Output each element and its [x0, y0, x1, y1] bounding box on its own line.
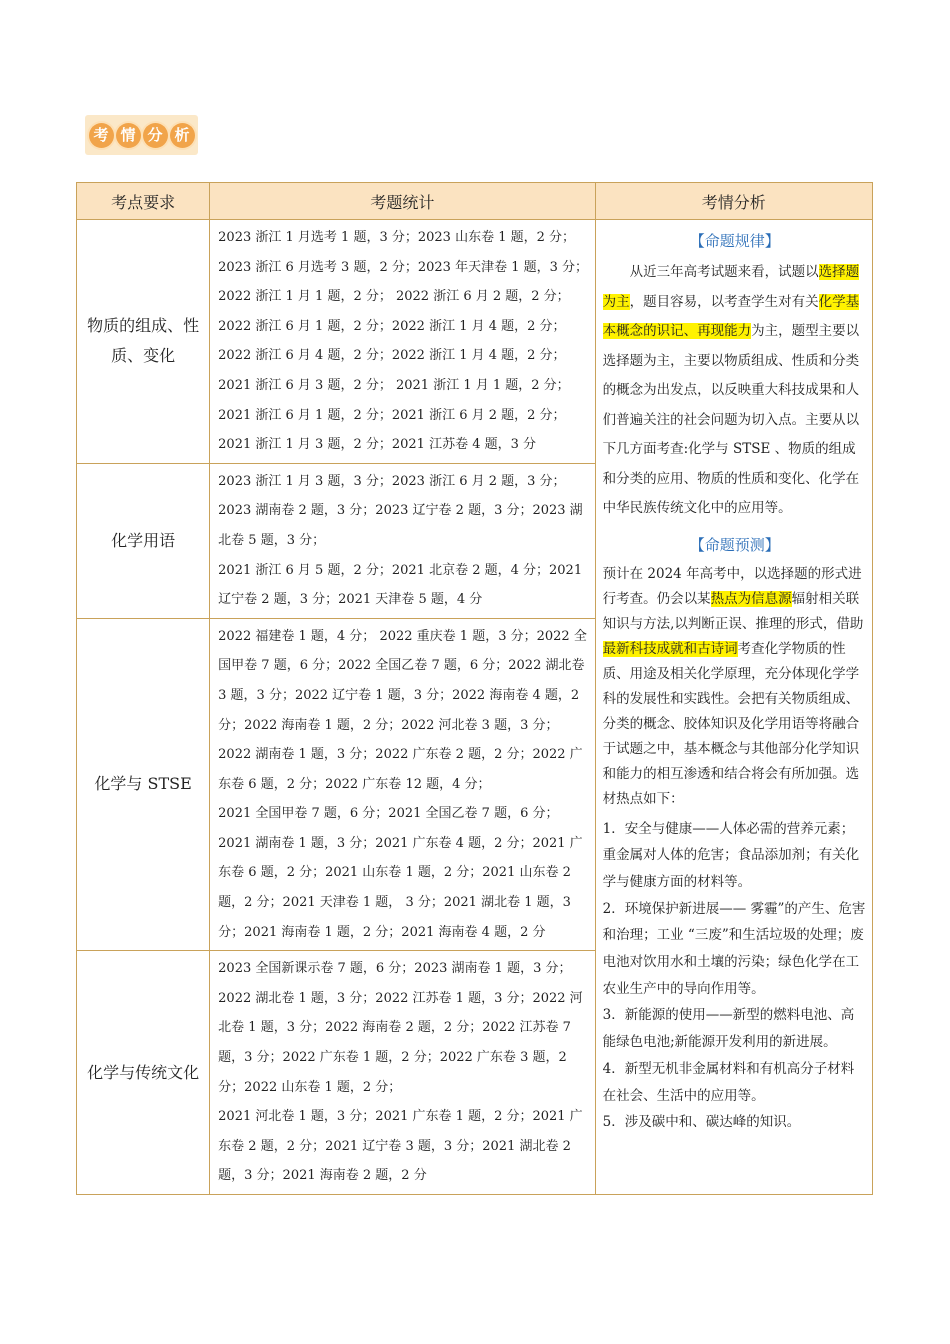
badge-char: 分: [143, 123, 168, 148]
hotspot-item: 5．涉及碳中和、碳达峰的知识。: [602, 1114, 801, 1131]
analysis-table: [76, 182, 873, 1195]
prediction-title: 【命题预测】: [689, 535, 780, 554]
statistics-cell: [210, 618, 595, 951]
pred-text-2: 辐射相关联知识与方法,以判断正误、推理的形式，借助: [602, 590, 864, 632]
hotspot-item: 1．安全与健康——人体必需的营养元素；重金属对人体的危害；食品添加剂；有关化学与健康方面的材料等。: [602, 820, 860, 890]
rule-text-3: 为主，题型主要以选择题为主，主要以物质组成、性质和分类的概念为出发点，以反映重大科技成果和人们普遍关注的社会问题为切入点。主要从以下几方面考查:化学与 STSE 、物质的组成和分类的应用、物质的性质和变化、化学在中华民族传统文化中的应用等。: [602, 323, 860, 516]
header-analysis: 考情分析: [595, 183, 872, 220]
pred-text-3: 考查化学物质的性质、用途及相关化学原理，充分体现化学学科的发展性和实践性。会把有关物质组成、分类的概念、胶体知识及化学用语等将融合于试题之中，基本概念与其他部分化学知识和能力的相互渗透和结合将会有所加强。选材热点如下：: [602, 640, 860, 807]
pred-text-1: 预计在 2024 年高考中，以选择题的形式进行考查。仍会以某: [602, 565, 862, 607]
badge-char: 考: [89, 123, 114, 148]
pred-highlight-2: 最新科技成就和古诗词: [602, 640, 738, 657]
requirement-text: 化学与 STSE: [94, 774, 192, 794]
analysis-cell: [595, 220, 872, 1195]
rule-title: 【命题规律】: [689, 232, 780, 250]
hotspot-item: 4．新型无机非金属材料和有机高分子材料在社会、生活中的应用等。: [602, 1060, 855, 1104]
rule-text-2: ，题目容易，以考查学生对有关: [629, 293, 819, 310]
hotspot-item: 2．环境保护新进展—— 雾霾”的产生、危害和治理；工业 “三废”和生活垃圾的处理；废电池对饮用水和土壤的污染；绿色化学在工农业生产中的导向作用等。: [602, 900, 866, 997]
requirement-cell: [77, 220, 210, 464]
requirement-text: 化学用语: [111, 530, 176, 550]
requirement-cell: [77, 951, 210, 1195]
rule-highlight-2: 化学基本概念的识记、再现能力: [602, 293, 860, 339]
statistics-text: 2023 全国新课示卷 7 题，6 分；2023 湖南卷 1 题，3 分； 2022 湖北卷 1 题，3 分；2022 江苏卷 1 题，3 分；2022 河北卷 1 题，3 分；2022 海南卷 2 题，2 分；2022 江苏卷 7 题，3 分；2022 广东卷 1 题，2 分；2022 广东卷 3 题，2 分；2022 山东卷 1 题，2 分； 2021 河北卷 1 题，3 分；2021 广东卷 1 题，2 分；2021 广东卷 2 题，2 分；2021 辽宁卷 3 题，3 分；2021 湖北卷 2 题，3 分；2021 海南卷 2 题，2 分: [218, 961, 583, 1184]
section-badge: [85, 115, 198, 155]
header-statistics: 考题统计: [210, 183, 595, 220]
badge-char: 情: [116, 123, 141, 148]
pred-highlight-1: 热点为信息源: [710, 590, 792, 607]
rule-highlight-1: 选择题为主: [602, 264, 860, 310]
requirement-cell: [77, 463, 210, 618]
badge-char: 析: [170, 123, 195, 148]
prediction-paragraph: [603, 562, 867, 812]
rule-text-1: 从近三年高考试题来看，试题以: [629, 264, 819, 280]
table-header-row: [77, 183, 873, 220]
requirement-text: 化学与传统文化: [87, 1062, 200, 1082]
requirement-cell: [77, 618, 210, 951]
statistics-cell: [210, 220, 595, 464]
table-row: [77, 220, 873, 464]
statistics-cell: [210, 951, 595, 1195]
statistics-text: 2022 福建卷 1 题，4 分； 2022 重庆卷 1 题，3 分；2022 全国甲卷 7 题，6 分；2022 全国乙卷 7 题，6 分；2022 湖北卷 3 题，3 分；2022 辽宁卷 1 题，3 分；2022 海南卷 4 题，2 分；2022 海南卷 1 题，2 分；2022 河北卷 3 题，3 分；2022 湖南卷 1 题，3 分；2022 广东卷 2 题，2 分；2022 广东卷 6 题，2 分；2022 广东卷 12 题，4 分； 2021 全国甲卷 7 题，6 分；2021 全国乙卷 7 题，6 分；2021 湖南卷 1 题，3 分；2021 广东卷 4 题，2 分；2021 广东卷 6 题，2 分；2021 山东卷 1 题，2 分；2021 山东卷 2 题，2 分；2021 天津卷 1 题， 3 分；2021 湖北卷 1 题，3 分；2021 海南卷 1 题，2 分；2021 海南卷 4 题，2 分: [218, 628, 587, 940]
statistics-text: 2023 浙江 1 月 3 题，3 分；2023 浙江 6 月 2 题，3 分；2023 湖南卷 2 题，3 分；2023 辽宁卷 2 题，3 分；2023 湖北卷 5 题，3 分； 2021 浙江 6 月 5 题，2 分；2021 北京卷 2 题，4 分；2021 辽宁卷 2 题，3 分；2021 天津卷 5 题，4 分: [218, 473, 583, 608]
hotspot-item: 3．新能源的使用——新型的燃料电池、高能绿色电池;新能源开发利用的新进展。: [602, 1007, 855, 1051]
statistics-cell: [210, 463, 595, 618]
requirement-text: 物质的组成、性质、变化: [87, 316, 200, 366]
header-requirement: 考点要求: [77, 183, 210, 220]
statistics-text: 2023 浙江 1 月选考 1 题，3 分；2023 山东卷 1 题，2 分；2023 浙江 6 月选考 3 题，2 分；2023 年天津卷 1 题，3 分； 2022 浙江 1 月 1 题，2 分； 2022 浙江 6 月 2 题，2 分；2022 浙江 6 月 1 题，2 分；2022 浙江 1 月 4 题，2 分； 2022 浙江 6 月 4 题，2 分；2022 浙江 1 月 4 题，2 分； 2021 浙江 6 月 3 题，2 分； 2021 浙江 1 月 1 题，2 分； 2021 浙江 6 月 1 题，2 分；2021 浙江 6 月 2 题，2 分； 2021 浙江 1 月 3 题，2 分；2021 江苏卷 4 题，3 分: [218, 230, 589, 453]
rule-paragraph: [603, 258, 867, 524]
